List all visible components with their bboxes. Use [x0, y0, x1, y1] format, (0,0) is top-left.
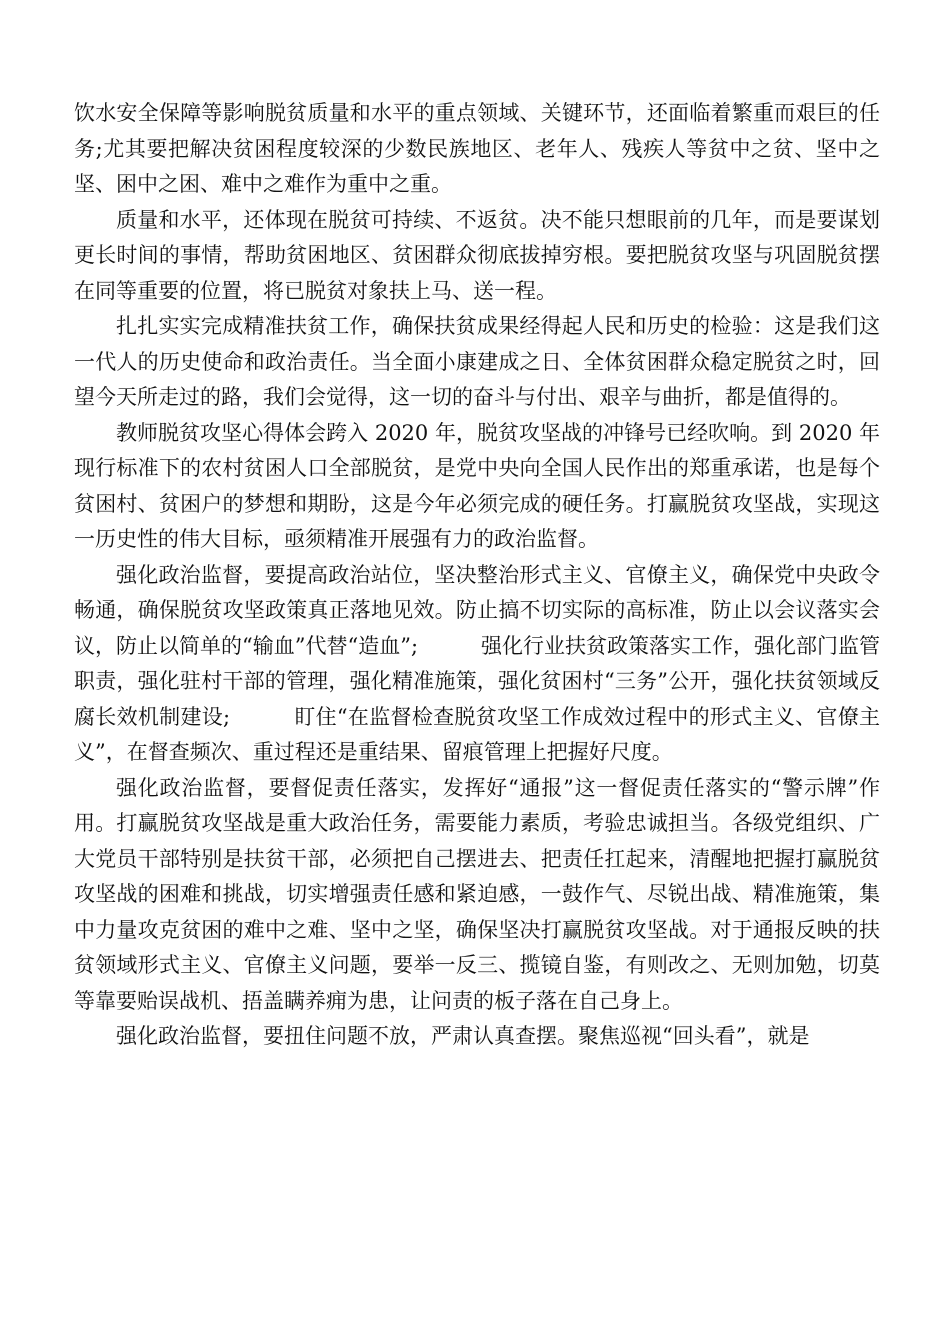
paragraph-6: 强化政治监督，要督促责任落实，发挥好“通报”这一督促责任落实的“警示牌”作用。打赢脱贫攻坚战是重大政治任务，需要能力素质，考验忠诚担当。各级党组织、广大党员干部特别是扶贫干部，必须把自己摆进去、把责任扛起来，清醒地把握打赢脱贫攻坚战的困难和挑战，切实增强责任感和紧迫感，一鼓作气、尽锐出战、精准施策，集中力量攻克贫困的难中之难、坚中之坚，确保坚决打赢脱贫攻坚战。对于通报反映的扶贫领域形式主义、官僚主义问题，要举一反三、揽镜自鉴，有则改之、无则加勉，切莫等靠要贻误战机、捂盖瞒养痈为患，让问责的板子落在自己身上。 — [74, 775, 880, 1013]
paragraph-2: 质量和水平，还体现在脱贫可持续、不返贫。决不能只想眼前的几年，而是要谋划更长时间的事情，帮助贫困地区、贫困群众彻底拔掉穷根。要把脱贫攻坚与巩固脱贫摆在同等重要的位置，将已脱贫对象扶上马、送一程。 — [74, 207, 880, 303]
paragraph-7: 强化政治监督，要扭住问题不放，严肃认真查摆。聚焦巡视“回头看”，就是 — [116, 1024, 810, 1048]
paragraph-4: 教师脱贫攻坚心得体会跨入 2020 年，脱贫攻坚战的冲锋号已经吹响。到 2020 年现行标准下的农村贫困人口全部脱贫，是党中央向全国人民作出的郑重承诺，也是每个贫困村、贫困户的梦想和期盼，这是今年必须完成的硬任务。打赢脱贫攻坚战，实现这一历史性的伟大目标，亟须精准开展强有力的政治监督。 — [74, 420, 880, 551]
paragraph-1: 饮水安全保障等影响脱贫质量和水平的重点领域、关键环节，还面临着繁重而艰巨的任务;尤其要把解决贫困程度较深的少数民族地区、老年人、残疾人等贫中之贫、坚中之坚、困中之困、难中之难作为重中之重。 — [74, 101, 880, 196]
paragraph-5: 强化政治监督，要提高政治站位，坚决整治形式主义、官僚主义，确保党中央政令畅通，确保脱贫攻坚政策真正落地见效。防止搞不切实际的高标准，防止以会议落实会议，防止以简单的“输血”代替“造血”; 强化行业扶贫政策落实工作，强化部门监管职责，强化驻村干部的管理，强化精准施策，强化贫困村“三务”公开，强化扶贫领域反腐长效机制建设; 盯住“在监督检查脱贫攻坚工作成效过程中的形式主义、官僚主义”，在督查频次、重过程还是重结果、留痕管理上把握好尺度。 — [74, 562, 881, 764]
paragraph-3: 扎扎实实完成精准扶贫工作，确保扶贫成果经得起人民和历史的检验：这是我们这一代人的历史使命和政治责任。当全面小康建成之日、全体贫困群众稳定脱贫之时，回望今天所走过的路，我们会觉得，这一切的奋斗与付出、艰辛与曲折，都是值得的。 — [74, 314, 880, 409]
document-page — [74, 96, 880, 1055]
